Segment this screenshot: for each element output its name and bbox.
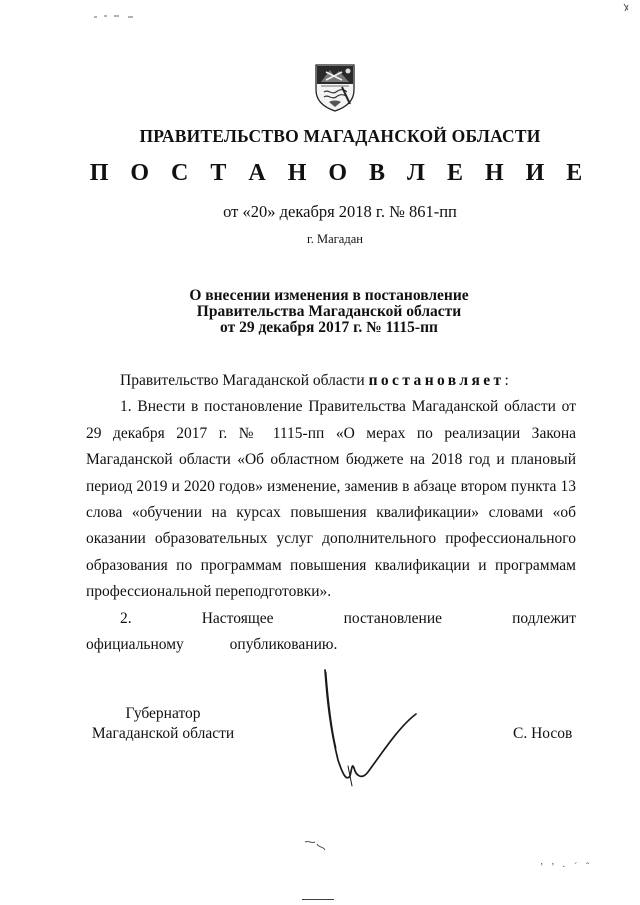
subject-line: О внесении изменения в постановление	[189, 287, 469, 304]
document-date-number: от «20» декабря 2018 г. № 861-пп	[223, 202, 457, 221]
signatory-title-line: Губернатор	[125, 705, 201, 722]
organization-title: ПРАВИТЕЛЬСТВО МАГАДАНСКОЙ ОБЛАСТИ	[139, 126, 541, 146]
bottom-rule	[302, 899, 334, 900]
document-city: г. Магадан	[307, 232, 363, 246]
scan-mark-top-left	[92, 8, 142, 22]
document-subject	[0, 288, 640, 336]
resolution-intro	[86, 368, 576, 394]
document-body	[86, 368, 576, 658]
coat-of-arms-emblem	[312, 62, 358, 112]
intro-prefix: Правительство Магаданской области	[120, 372, 365, 389]
registration-stamp-text: ’ ’ · ´ ˆ	[540, 862, 593, 873]
paragraph-1: 1. Внести в постановление Правительства Магаданской области от 29 декабря 2017 г. № 1115-пп «О мерах по реализации Закона Магаданской области «Об областном бюджете на 2018 год и плановый период 2019 и 2020 годов» изменение, заменив в абзаце втором пункта 13 слова «обучении на курсах повышения квалификации» словами «об оказании образовательных услуг дополнительного профессионального образования по программам повышения квалификации и программам профессиональной переподготовки».	[86, 398, 576, 601]
subject-line: Правительства Магаданской области	[196, 303, 462, 320]
scan-mark-top-right	[620, 2, 634, 14]
signatory-title	[88, 704, 238, 744]
handwritten-signature	[318, 668, 428, 793]
signatory-name: С. Носов	[513, 725, 573, 742]
intro-suffix: :	[504, 372, 509, 389]
document-type-title: П О С Т А Н О В Л Е Н И Е	[89, 160, 591, 186]
resolution-keyword: постановляет	[368, 372, 505, 389]
subject-line: от 29 декабря 2017 г. № 1115-пп	[220, 319, 438, 336]
scan-mark-bottom-center	[303, 836, 331, 852]
signatory-title-line: Магаданской области	[91, 725, 235, 742]
paragraph-2: 2. Настоящее постановление подлежит официальному опубликованию.	[86, 609, 576, 654]
